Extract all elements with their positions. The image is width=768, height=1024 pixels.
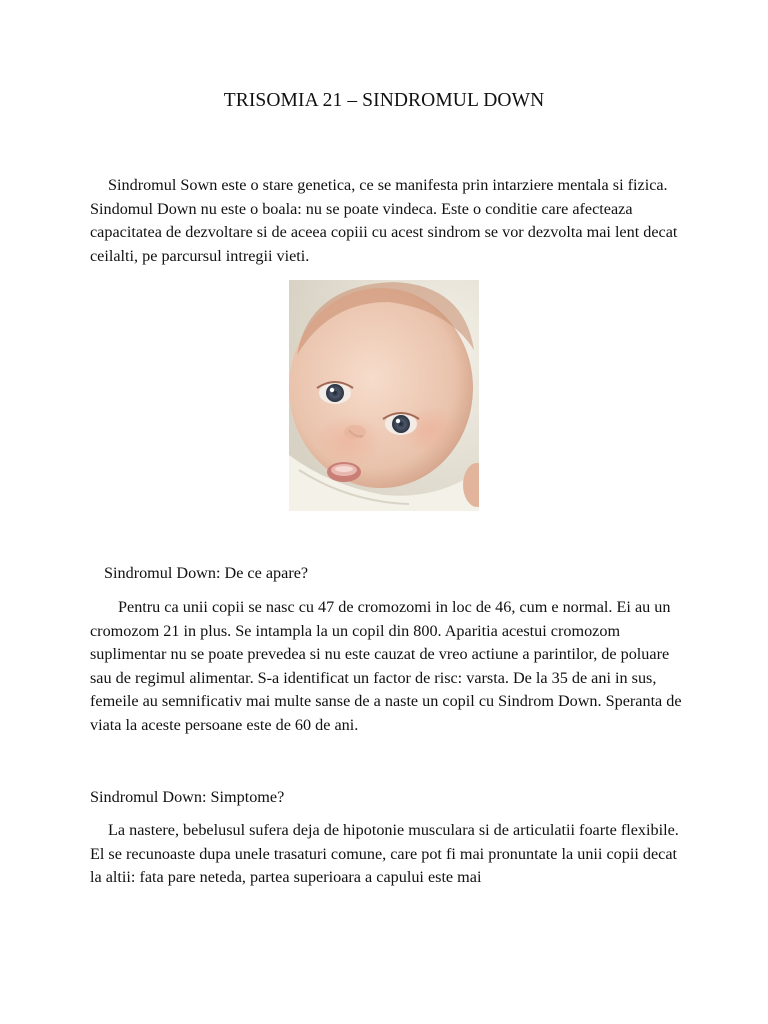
section-paragraph-cause: Pentru ca unii copii se nasc cu 47 de cromozomi in loc de 46, cum e normal. Ei au un cromozom 21 in plus. Se intampla la un copil din 800. Aparitia acestui cromozom suplimentar nu se poate prevedea si nu este cauzat de vreo actiune a parintilor, de poluare sau de regimul alimentar. S-a identificat un factor de risc: varsta. De la 35 de ani in sus, femeile au semnificativ mai multe sanse de a naste un copil cu Sindrom Down. Speranta de viata la aceste persoane este de 60 de ani.: [90, 598, 682, 734]
section-heading-cause: Sindromul Down: De ce apare?: [104, 564, 309, 582]
page-title: TRISOMIA 21 – SINDROMUL DOWN: [223, 90, 545, 111]
section-heading-symptoms: Sindromul Down: Simptome?: [90, 788, 285, 806]
section-paragraph-symptoms: La nastere, bebelusul sufera deja de hipotonie musculara si de articulatii foarte flexibile. El se recunoaste dupa unele trasaturi comune, care pot fi mai pronuntate la unii copii decat la altii: fata pare neteda, partea superioara a capului este mai: [90, 821, 679, 887]
intro-paragraph: Sindromul Sown este o stare genetica, ce se manifesta prin intarziere mentala si fizica. Sindomul Down nu este o boala: nu se poate vindeca. Este o conditie care afecteaza capacitatea de dezvoltare si de aceea copiii cu acest sindrom se vor dezvolta mai lent decat ceilalti, pe parcursul intregii vieti.: [90, 176, 678, 265]
baby-photo: [289, 280, 479, 511]
